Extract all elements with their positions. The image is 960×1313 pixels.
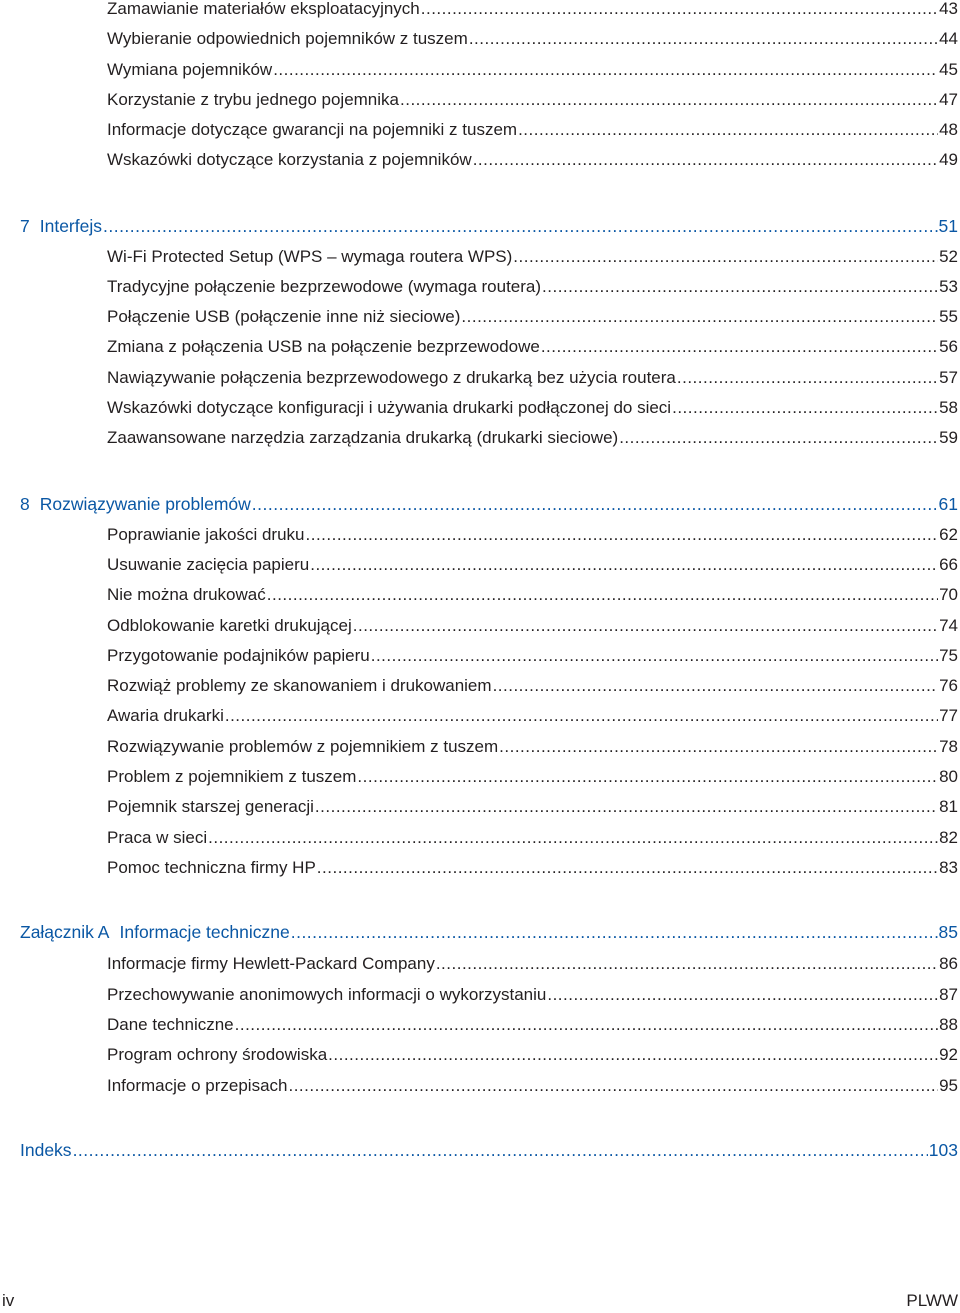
dot-leader <box>328 1040 938 1070</box>
toc-page-number: 47 <box>939 90 958 109</box>
toc-entry-title <box>20 917 290 947</box>
toc-title-text: Informacje firmy Hewlett-Packard Company <box>107 954 435 973</box>
toc-page-number: 59 <box>939 428 958 447</box>
toc-page-number: 95 <box>939 1076 958 1095</box>
footer-language-code: PLWW <box>906 1291 958 1310</box>
toc-entry-title <box>107 792 314 822</box>
toc-page-number: 80 <box>939 767 958 786</box>
toc-page-number: 78 <box>939 737 958 756</box>
toc-page-number: 81 <box>939 797 958 816</box>
toc-title-text: Pojemnik starszej generacji <box>107 797 314 816</box>
toc-entry-title <box>107 272 541 302</box>
dot-leader <box>317 853 938 883</box>
toc-entry-title <box>107 671 492 701</box>
dot-leader <box>315 792 938 822</box>
toc-entry[interactable] <box>0 393 960 423</box>
toc-entry-title <box>107 1010 234 1040</box>
toc-entry-title <box>107 115 517 145</box>
toc-entry[interactable] <box>0 580 960 610</box>
toc-title-text: Rozwiązywanie problemów <box>39 494 251 514</box>
toc-page-number: 87 <box>939 985 958 1004</box>
toc-title-text: Awaria drukarki <box>107 706 224 725</box>
toc-page-number: 85 <box>938 922 958 942</box>
toc-entry-title <box>107 980 546 1010</box>
toc-page-number: 88 <box>939 1015 958 1034</box>
toc-entry-title <box>107 520 305 550</box>
dot-leader <box>421 0 938 24</box>
toc-entry[interactable] <box>0 242 960 272</box>
dot-leader <box>252 489 938 519</box>
toc-entry-title <box>107 332 540 362</box>
toc-entry-title <box>107 701 224 731</box>
toc-page-number: 49 <box>939 150 958 169</box>
toc-entry-title <box>107 762 356 792</box>
toc-entry[interactable] <box>0 823 960 853</box>
toc-page-number: 44 <box>939 29 958 48</box>
toc-entry[interactable] <box>0 145 960 175</box>
toc-entry-title <box>107 302 460 332</box>
dot-leader <box>288 1071 938 1101</box>
toc-title-text: Wybieranie odpowiednich pojemników z tuszem <box>107 29 468 48</box>
toc-title-text: Praca w sieci <box>107 828 208 847</box>
toc-page-number: 51 <box>938 216 958 236</box>
toc-entry-title <box>107 949 435 979</box>
toc-entry-title <box>107 55 272 85</box>
toc-entry-title <box>107 611 352 641</box>
toc-entry[interactable] <box>0 853 960 883</box>
toc-title-text: Odblokowanie karetki drukującej <box>107 616 352 635</box>
toc-entry[interactable] <box>0 611 960 641</box>
toc-entry[interactable] <box>0 949 960 979</box>
toc-entry[interactable] <box>0 332 960 362</box>
dot-leader <box>353 611 938 641</box>
dot-leader <box>267 580 938 610</box>
dot-leader <box>436 949 938 979</box>
toc-page-number: 62 <box>939 525 958 544</box>
toc-page-number: 74 <box>939 616 958 635</box>
toc-chapter-entry[interactable] <box>0 489 960 519</box>
toc-title-text: Wymiana pojemników <box>107 60 273 79</box>
toc-entry[interactable] <box>0 24 960 54</box>
toc-page-number: 52 <box>939 247 958 266</box>
toc-page-number: 66 <box>939 555 958 574</box>
toc-title-text: Nie można drukować <box>107 585 266 604</box>
toc-entry[interactable] <box>0 363 960 393</box>
toc-page-number: 53 <box>939 277 958 296</box>
toc-entry-title <box>107 580 266 610</box>
toc-title-text: Zamawianie materiałów eksploatacyjnych <box>107 0 420 18</box>
toc-entry[interactable] <box>0 550 960 580</box>
toc-entry-title <box>107 363 676 393</box>
toc-page-number: 55 <box>939 307 958 326</box>
toc-entry-title <box>107 853 316 883</box>
toc-entry[interactable] <box>0 85 960 115</box>
toc-title-text: Wskazówki dotyczące korzystania z pojemników <box>107 150 472 169</box>
toc-title-text: Informacje techniczne <box>119 922 290 942</box>
dot-leader <box>400 85 938 115</box>
toc-entry[interactable] <box>0 701 960 731</box>
dot-leader <box>469 24 938 54</box>
toc-chapter-number: Załącznik A <box>20 922 110 942</box>
toc-entry[interactable] <box>0 732 960 762</box>
dot-leader <box>499 732 938 762</box>
toc-page-number: 61 <box>938 494 958 514</box>
dot-leader <box>357 762 938 792</box>
dot-leader <box>273 55 938 85</box>
toc-entry[interactable] <box>0 1040 960 1070</box>
toc-title-text: Rozwiązywanie problemów z pojemnikiem z tuszem <box>107 737 499 756</box>
dot-leader <box>103 211 938 241</box>
toc-title-text: Korzystanie z trybu jednego pojemnika <box>107 90 399 109</box>
toc-chapter-entry[interactable] <box>0 1135 960 1165</box>
dot-leader <box>672 393 938 423</box>
toc-entry-title <box>107 823 207 853</box>
toc-entry-title <box>107 242 512 272</box>
toc-entry[interactable] <box>0 762 960 792</box>
toc-title-text: Przechowywanie anonimowych informacji o wykorzystaniu <box>107 985 547 1004</box>
dot-leader <box>513 242 938 272</box>
toc-chapter-number: 7 <box>20 216 30 236</box>
toc-entry-title <box>107 1040 327 1070</box>
toc-entry-title <box>107 423 618 453</box>
toc-entry-title <box>20 211 102 241</box>
toc-page-number: 83 <box>939 858 958 877</box>
toc-page-number: 43 <box>939 0 958 18</box>
toc-title-text: Poprawianie jakości druku <box>107 525 305 544</box>
dot-leader <box>225 701 938 731</box>
toc-chapter-entry[interactable] <box>0 917 960 947</box>
dot-leader <box>310 550 938 580</box>
toc-title-text: Interfejs <box>39 216 102 236</box>
toc-title-text: Zaawansowane narzędzia zarządzania drukarką (drukarki sieciowe) <box>107 428 619 447</box>
toc-page-number: 77 <box>939 706 958 725</box>
dot-leader <box>547 980 938 1010</box>
dot-leader <box>541 332 938 362</box>
toc-title-text: Informacje o przepisach <box>107 1076 288 1095</box>
toc-entry-title <box>107 145 472 175</box>
toc-entry[interactable] <box>0 641 960 671</box>
toc-entry-title <box>20 489 251 519</box>
toc-chapter-number: 8 <box>20 494 30 514</box>
toc-entry[interactable] <box>0 115 960 145</box>
dot-leader <box>73 1135 928 1165</box>
toc-page-number: 45 <box>939 60 958 79</box>
toc-page-number: 103 <box>928 1140 958 1160</box>
dot-leader <box>291 917 938 947</box>
toc-page-number: 57 <box>939 368 958 387</box>
dot-leader <box>371 641 938 671</box>
toc-page-number: 70 <box>939 585 958 604</box>
toc-page-number: 76 <box>939 676 958 695</box>
toc-entry-title <box>107 85 399 115</box>
toc-page-number: 82 <box>939 828 958 847</box>
dot-leader <box>306 520 939 550</box>
toc-entry[interactable] <box>0 272 960 302</box>
toc-title-text: Program ochrony środowiska <box>107 1045 328 1064</box>
toc-page-number: 75 <box>939 646 958 665</box>
toc-entry[interactable] <box>0 1010 960 1040</box>
toc-title-text: Pomoc techniczna firmy HP <box>107 858 316 877</box>
toc-entry[interactable] <box>0 0 960 24</box>
toc-entry-title <box>20 1135 72 1165</box>
dot-leader <box>208 823 938 853</box>
toc-title-text: Dane techniczne <box>107 1015 234 1034</box>
toc-chapter-entry[interactable] <box>0 211 960 241</box>
dot-leader <box>677 363 938 393</box>
dot-leader <box>235 1010 938 1040</box>
toc-entry[interactable] <box>0 671 960 701</box>
toc-entry-title <box>107 550 309 580</box>
dot-leader <box>619 423 938 453</box>
toc-entry[interactable] <box>0 55 960 85</box>
toc-title-text: Wskazówki dotyczące konfiguracji i używania drukarki podłączonej do sieci <box>107 398 672 417</box>
dot-leader <box>461 302 938 332</box>
toc-title-text: Przygotowanie podajników papieru <box>107 646 370 665</box>
dot-leader <box>542 272 938 302</box>
toc-entry[interactable] <box>0 980 960 1010</box>
toc-entry-title <box>107 24 468 54</box>
toc-entry-title <box>107 1071 287 1101</box>
toc-title-text: Połączenie USB (połączenie inne niż sieciowe) <box>107 307 461 326</box>
toc-entry[interactable] <box>0 302 960 332</box>
toc-title-text: Rozwiąż problemy ze skanowaniem i drukowaniem <box>107 676 492 695</box>
toc-title-text: Indeks <box>20 1140 72 1160</box>
footer-page-number: iv <box>2 1291 15 1310</box>
toc-title-text: Nawiązywanie połączenia bezprzewodowego z drukarką bez użycia routera <box>107 368 676 387</box>
toc-page-number: 56 <box>939 337 958 356</box>
toc-page-number: 92 <box>939 1045 958 1064</box>
toc-entry[interactable] <box>0 1071 960 1101</box>
toc-title-text: Problem z pojemnikiem z tuszem <box>107 767 357 786</box>
toc-page-number: 48 <box>939 120 958 139</box>
toc-title-text: Informacje dotyczące gwarancji na pojemniki z tuszem <box>107 120 518 139</box>
toc-page-number: 58 <box>939 398 958 417</box>
dot-leader <box>473 145 938 175</box>
toc-title-text: Usuwanie zacięcia papieru <box>107 555 310 574</box>
toc-entry[interactable] <box>0 423 960 453</box>
dot-leader <box>493 671 939 701</box>
toc-entry-title <box>107 732 498 762</box>
toc-title-text: Zmiana z połączenia USB na połączenie bezprzewodowe <box>107 337 540 356</box>
toc-entry-title <box>107 641 370 671</box>
toc-title-text: Wi-Fi Protected Setup (WPS – wymaga routera WPS) <box>107 247 513 266</box>
toc-entry[interactable] <box>0 792 960 822</box>
toc-entry-title <box>107 393 671 423</box>
dot-leader <box>518 115 938 145</box>
toc-entry-title <box>107 0 420 24</box>
toc-title-text: Tradycyjne połączenie bezprzewodowe (wymaga routera) <box>107 277 542 296</box>
toc-page-number: 86 <box>939 954 958 973</box>
toc-entry[interactable] <box>0 520 960 550</box>
